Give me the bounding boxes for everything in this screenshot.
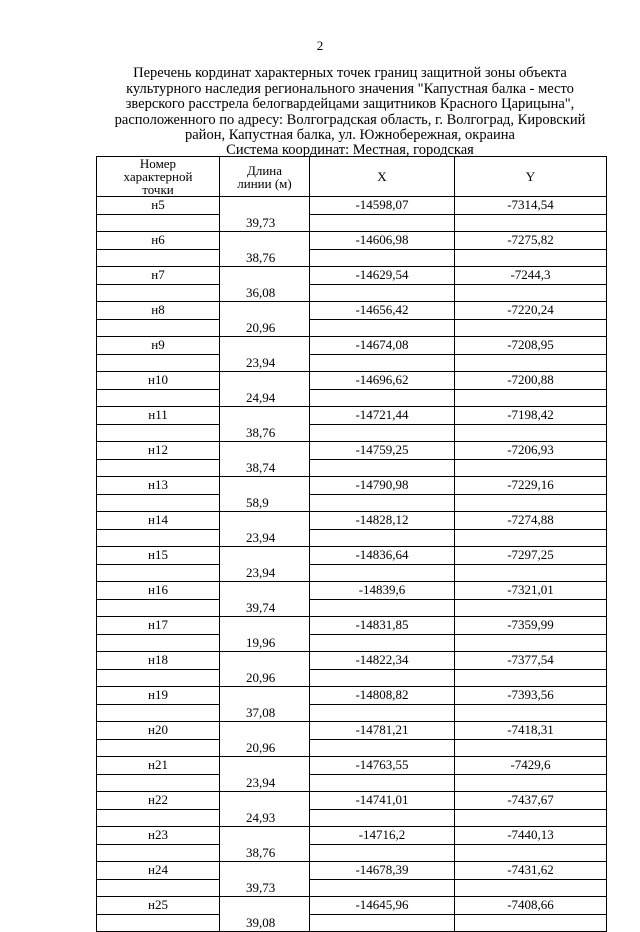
empty-cell <box>310 214 455 232</box>
length-cell-top <box>220 477 310 495</box>
empty-cell <box>97 879 220 897</box>
empty-cell <box>455 879 607 897</box>
empty-cell <box>97 529 220 547</box>
y-cell: -7200,88 <box>455 372 607 390</box>
x-cell: -14741,01 <box>310 792 455 810</box>
table-row <box>97 687 607 705</box>
y-cell: -7321,01 <box>455 582 607 600</box>
length-cell-top <box>220 792 310 810</box>
x-cell: -14721,44 <box>310 407 455 425</box>
empty-cell <box>455 354 607 372</box>
table-row <box>97 284 607 302</box>
empty-cell <box>455 844 607 862</box>
empty-cell <box>310 389 455 407</box>
point-name-cell: н13 <box>97 477 220 495</box>
length-cell-top <box>220 197 310 215</box>
x-cell: -14598,07 <box>310 197 455 215</box>
title-line: Перечень кординат характерных точек границ защитной зоны объекта <box>133 65 567 81</box>
point-name-cell: н12 <box>97 442 220 460</box>
line-length-cell: 39,73 <box>220 879 310 897</box>
table-row <box>97 459 607 477</box>
empty-cell <box>97 809 220 827</box>
coordinate-system-label: Система координат: Местная, городская <box>226 142 474 158</box>
x-cell: -14656,42 <box>310 302 455 320</box>
empty-cell <box>455 389 607 407</box>
header-length-line: линии (м) <box>237 175 292 191</box>
point-name-cell: н22 <box>97 792 220 810</box>
line-length-cell: 23,94 <box>220 774 310 792</box>
table-row <box>97 442 607 460</box>
empty-cell <box>97 214 220 232</box>
empty-cell <box>455 599 607 617</box>
title-line: зверского расстрела белогвардейцами защитников Красного Царицына", <box>125 96 575 113</box>
document-title <box>95 66 605 144</box>
length-cell-top <box>220 512 310 530</box>
table-row <box>97 879 607 897</box>
empty-cell <box>97 704 220 722</box>
empty-cell <box>455 914 607 932</box>
empty-cell <box>310 844 455 862</box>
length-cell-top <box>220 372 310 390</box>
empty-cell <box>455 739 607 757</box>
table-row <box>97 529 607 547</box>
empty-cell <box>310 529 455 547</box>
y-cell: -7377,54 <box>455 652 607 670</box>
point-name-cell: н17 <box>97 617 220 635</box>
table-row <box>97 424 607 442</box>
line-length-cell: 23,94 <box>220 564 310 582</box>
point-name-cell: н23 <box>97 827 220 845</box>
empty-cell <box>97 634 220 652</box>
table-row <box>97 354 607 372</box>
table-row <box>97 652 607 670</box>
empty-cell <box>97 459 220 477</box>
point-name-cell: н24 <box>97 862 220 880</box>
table-row <box>97 564 607 582</box>
x-cell: -14678,39 <box>310 862 455 880</box>
empty-cell <box>97 564 220 582</box>
header-point-number <box>97 157 220 197</box>
length-cell-top <box>220 757 310 775</box>
empty-cell <box>97 389 220 407</box>
empty-cell <box>310 914 455 932</box>
empty-cell <box>97 669 220 687</box>
line-length-cell: 38,74 <box>220 459 310 477</box>
table-row <box>97 774 607 792</box>
table-header-row <box>97 157 607 197</box>
coordinates-table <box>96 156 607 932</box>
y-cell: -7408,66 <box>455 897 607 915</box>
y-cell: -7297,25 <box>455 547 607 565</box>
empty-cell <box>97 844 220 862</box>
empty-cell <box>310 704 455 722</box>
x-cell: -14629,54 <box>310 267 455 285</box>
y-cell: -7244,3 <box>455 267 607 285</box>
table-row <box>97 739 607 757</box>
x-cell: -14759,25 <box>310 442 455 460</box>
empty-cell <box>97 599 220 617</box>
x-cell: -14828,12 <box>310 512 455 530</box>
length-cell-top <box>220 827 310 845</box>
y-cell: -7198,42 <box>455 407 607 425</box>
point-name-cell: н20 <box>97 722 220 740</box>
empty-cell <box>310 494 455 512</box>
table-row <box>97 617 607 635</box>
point-name-cell: н16 <box>97 582 220 600</box>
length-cell-top <box>220 617 310 635</box>
header-point-line: точки <box>142 182 174 197</box>
y-cell: -7314,54 <box>455 197 607 215</box>
header-line-length <box>220 157 310 197</box>
table-row <box>97 844 607 862</box>
line-length-cell: 38,76 <box>220 424 310 442</box>
empty-cell <box>97 319 220 337</box>
table-row <box>97 319 607 337</box>
header-point-line: характерной <box>123 169 193 184</box>
table-row <box>97 669 607 687</box>
empty-cell <box>455 214 607 232</box>
empty-cell <box>455 564 607 582</box>
table-row <box>97 599 607 617</box>
table-row <box>97 477 607 495</box>
empty-cell <box>310 809 455 827</box>
y-cell: -7206,93 <box>455 442 607 460</box>
table-row <box>97 757 607 775</box>
x-cell: -14839,6 <box>310 582 455 600</box>
empty-cell <box>97 354 220 372</box>
y-cell: -7275,82 <box>455 232 607 250</box>
line-length-cell: 38,76 <box>220 249 310 267</box>
x-cell: -14763,55 <box>310 757 455 775</box>
length-cell-top <box>220 407 310 425</box>
table-row <box>97 827 607 845</box>
empty-cell <box>455 774 607 792</box>
empty-cell <box>97 774 220 792</box>
line-length-cell: 20,96 <box>220 319 310 337</box>
point-name-cell: н5 <box>97 197 220 215</box>
line-length-cell: 37,08 <box>220 704 310 722</box>
table-row <box>97 792 607 810</box>
line-length-cell: 23,94 <box>220 354 310 372</box>
header-length-line: Длина <box>246 162 283 178</box>
table-row <box>97 302 607 320</box>
table-row <box>97 249 607 267</box>
length-cell-top <box>220 897 310 915</box>
point-name-cell: н25 <box>97 897 220 915</box>
x-cell: -14836,64 <box>310 547 455 565</box>
title-line: район, Капустная балка, ул. Южнобережная, окраина <box>185 127 515 144</box>
empty-cell <box>455 319 607 337</box>
empty-cell <box>310 284 455 302</box>
empty-cell <box>310 249 455 267</box>
table-body <box>97 197 607 932</box>
empty-cell <box>310 459 455 477</box>
table-row <box>97 862 607 880</box>
table-row <box>97 267 607 285</box>
length-cell-top <box>220 337 310 355</box>
x-cell: -14822,34 <box>310 652 455 670</box>
x-cell: -14831,85 <box>310 617 455 635</box>
empty-cell <box>310 669 455 687</box>
empty-cell <box>97 914 220 932</box>
empty-cell <box>455 669 607 687</box>
y-cell: -7429,6 <box>455 757 607 775</box>
x-cell: -14645,96 <box>310 897 455 915</box>
empty-cell <box>455 634 607 652</box>
line-length-cell: 36,08 <box>220 284 310 302</box>
table-row <box>97 372 607 390</box>
length-cell-top <box>220 442 310 460</box>
empty-cell <box>455 494 607 512</box>
table-row <box>97 704 607 722</box>
empty-cell <box>455 809 607 827</box>
table-row <box>97 512 607 530</box>
x-cell: -14696,62 <box>310 372 455 390</box>
empty-cell <box>310 879 455 897</box>
x-cell: -14674,08 <box>310 337 455 355</box>
empty-cell <box>455 249 607 267</box>
header-x: X <box>310 157 455 197</box>
line-length-cell: 39,74 <box>220 599 310 617</box>
page-number: 2 <box>316 38 324 53</box>
point-name-cell: н15 <box>97 547 220 565</box>
y-cell: -7220,24 <box>455 302 607 320</box>
point-name-cell: н10 <box>97 372 220 390</box>
table-row <box>97 337 607 355</box>
title-line: культурного наследия регионального значения "Капустная балка - место <box>126 80 574 97</box>
y-cell: -7418,31 <box>455 722 607 740</box>
line-length-cell: 24,94 <box>220 389 310 407</box>
empty-cell <box>310 739 455 757</box>
table-row <box>97 809 607 827</box>
length-cell-top <box>220 547 310 565</box>
table-row <box>97 197 607 215</box>
header-y: Y <box>455 157 607 197</box>
empty-cell <box>310 564 455 582</box>
point-name-cell: н14 <box>97 512 220 530</box>
y-cell: -7393,56 <box>455 687 607 705</box>
point-name-cell: н9 <box>97 337 220 355</box>
length-cell-top <box>220 582 310 600</box>
point-name-cell: н19 <box>97 687 220 705</box>
length-cell-top <box>220 652 310 670</box>
x-cell: -14606,98 <box>310 232 455 250</box>
line-length-cell: 39,08 <box>220 914 310 932</box>
empty-cell <box>97 249 220 267</box>
point-name-cell: н21 <box>97 757 220 775</box>
table-row <box>97 914 607 932</box>
empty-cell <box>310 319 455 337</box>
line-length-cell: 58,9 <box>220 494 310 512</box>
empty-cell <box>310 424 455 442</box>
x-cell: -14716,2 <box>310 827 455 845</box>
y-cell: -7440,13 <box>455 827 607 845</box>
empty-cell <box>455 459 607 477</box>
empty-cell <box>455 424 607 442</box>
y-cell: -7359,99 <box>455 617 607 635</box>
line-length-cell: 19,96 <box>220 634 310 652</box>
table-row <box>97 214 607 232</box>
empty-cell <box>310 634 455 652</box>
point-name-cell: н6 <box>97 232 220 250</box>
title-line: расположенного по адресу: Волгоградская область, г. Волгоград, Кировский <box>114 111 586 128</box>
length-cell-top <box>220 232 310 250</box>
x-cell: -14808,82 <box>310 687 455 705</box>
empty-cell <box>97 739 220 757</box>
empty-cell <box>310 599 455 617</box>
length-cell-top <box>220 302 310 320</box>
line-length-cell: 39,73 <box>220 214 310 232</box>
header-point-line: Номер <box>139 156 177 171</box>
empty-cell <box>97 494 220 512</box>
table-row <box>97 407 607 425</box>
table-row <box>97 897 607 915</box>
table-row <box>97 389 607 407</box>
y-cell: -7208,95 <box>455 337 607 355</box>
empty-cell <box>97 284 220 302</box>
y-cell: -7431,62 <box>455 862 607 880</box>
empty-cell <box>310 774 455 792</box>
table-row <box>97 722 607 740</box>
table-row <box>97 494 607 512</box>
table-row <box>97 232 607 250</box>
y-cell: -7229,16 <box>455 477 607 495</box>
line-length-cell: 24,93 <box>220 809 310 827</box>
line-length-cell: 20,96 <box>220 669 310 687</box>
table-row <box>97 634 607 652</box>
length-cell-top <box>220 267 310 285</box>
table-row <box>97 582 607 600</box>
empty-cell <box>310 354 455 372</box>
y-cell: -7437,67 <box>455 792 607 810</box>
length-cell-top <box>220 862 310 880</box>
length-cell-top <box>220 722 310 740</box>
empty-cell <box>97 424 220 442</box>
point-name-cell: н11 <box>97 407 220 425</box>
empty-cell <box>455 284 607 302</box>
length-cell-top <box>220 687 310 705</box>
point-name-cell: н7 <box>97 267 220 285</box>
line-length-cell: 23,94 <box>220 529 310 547</box>
y-cell: -7274,88 <box>455 512 607 530</box>
empty-cell <box>455 529 607 547</box>
table-row <box>97 547 607 565</box>
line-length-cell: 20,96 <box>220 739 310 757</box>
point-name-cell: н18 <box>97 652 220 670</box>
empty-cell <box>455 704 607 722</box>
line-length-cell: 38,76 <box>220 844 310 862</box>
x-cell: -14781,21 <box>310 722 455 740</box>
x-cell: -14790,98 <box>310 477 455 495</box>
point-name-cell: н8 <box>97 302 220 320</box>
